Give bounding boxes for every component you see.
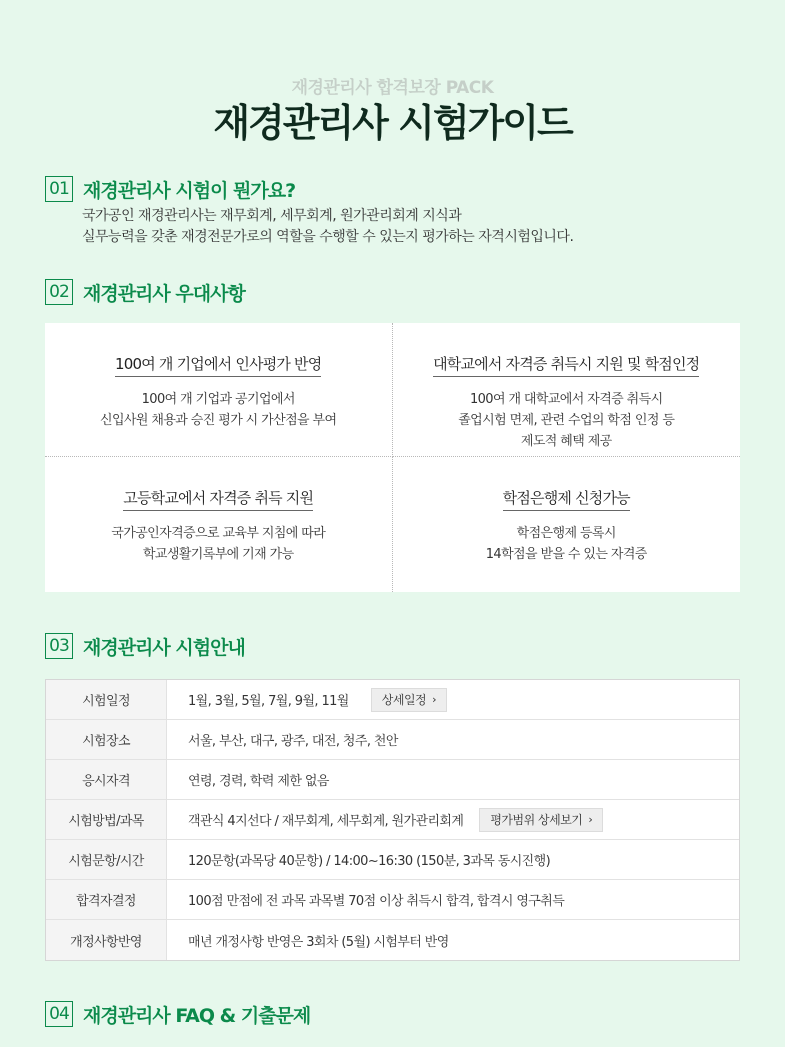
row-value: 서울, 부산, 대구, 광주, 대전, 청주, 천안 (188, 734, 398, 749)
page-title: 재경관리사 시험가이드 (213, 101, 572, 145)
section-number: 04 (45, 1001, 73, 1027)
section-title: 재경관리사 시험이 뭔가요? (83, 179, 296, 202)
row-label: 시험문항/시간 (46, 840, 167, 879)
benefit-description (393, 389, 741, 452)
table-row (46, 720, 739, 760)
section-02-header (45, 278, 245, 306)
benefit-line: 100여 개 대학교에서 자격증 취득시 (469, 392, 663, 407)
row-value-text: 1월, 3월, 5월, 7월, 9월, 11월 (188, 694, 349, 709)
benefit-description (45, 389, 392, 431)
benefit-line: 100여 개 기업과 공기업에서 (141, 392, 295, 407)
benefit-title: 대학교에서 자격증 취득시 지원 및 학점인정 (433, 353, 699, 377)
section-number: 03 (45, 633, 73, 659)
row-value: 120문항(과목당 40문항) / 14:00~16:30 (150분, 3과목 동시진행) (188, 854, 551, 869)
benefit-card (45, 457, 393, 592)
row-value-text: 객관식 4지선다 / 재무회계, 세무회계, 원가관리회계 (188, 814, 464, 829)
benefit-card (393, 323, 741, 457)
section-01-description (82, 206, 573, 248)
section-title: 재경관리사 시험안내 (83, 636, 245, 659)
section-title: 재경관리사 FAQ & 기출문제 (83, 1004, 311, 1027)
benefit-line: 14학점을 받을 수 있는 자격증 (485, 547, 647, 562)
description-line: 실무능력을 갖춘 재경전문가로의 역할을 수행할 수 있는지 평가하는 자격시험입니다. (82, 229, 574, 245)
section-03-header (45, 632, 245, 660)
description-line: 국가공인 재경관리사는 재무회계, 세무회계, 원가관리회계 지식과 (82, 208, 462, 224)
section-number: 02 (45, 279, 73, 305)
row-value (167, 800, 739, 839)
row-label: 응시자격 (46, 760, 167, 799)
row-label: 시험일정 (46, 680, 167, 719)
schedule-detail-button[interactable] (371, 688, 447, 712)
page-subtitle: 재경관리사 합격보장 PACK (291, 78, 494, 98)
button-label: 평가범위 상세보기 (490, 813, 583, 827)
row-value: 매년 개정사항 반영은 3회차 (5월) 시험부터 반영 (188, 934, 449, 950)
benefit-title: 학점은행제 신청가능 (503, 487, 630, 511)
row-label: 합격자결정 (46, 880, 167, 919)
row-value: 100점 만점에 전 과목 과목별 70점 이상 취득시 합격, 합격시 영구취득 (188, 894, 565, 909)
row-value: 연령, 경력, 학력 제한 없음 (188, 774, 329, 789)
benefit-line: 국가공인자격증으로 교육부 지침에 따라 (111, 526, 326, 541)
table-row (46, 880, 739, 920)
button-label: 상세일정 (381, 693, 427, 707)
benefit-line: 신입사원 채용과 승진 평가 시 가산점을 부여 (100, 413, 337, 428)
benefit-description (393, 523, 741, 565)
chevron-right-icon: › (588, 813, 593, 826)
section-04-header (45, 1000, 310, 1028)
benefit-description (45, 523, 392, 565)
row-label: 시험장소 (46, 720, 167, 759)
row-label: 개정사항반영 (46, 920, 167, 960)
chevron-right-icon: › (432, 693, 437, 706)
benefits-grid (45, 323, 740, 592)
row-label: 시험방법/과목 (46, 800, 167, 839)
table-row (46, 760, 739, 800)
benefit-line: 학교생활기록부에 기재 가능 (142, 547, 294, 562)
table-row (46, 680, 739, 720)
benefit-title: 100여 개 기업에서 인사평가 반영 (115, 353, 321, 377)
table-row (46, 800, 739, 840)
row-value (167, 680, 739, 719)
exam-info-table (45, 679, 740, 961)
benefit-line: 제도적 혜택 제공 (520, 434, 612, 449)
table-row (46, 920, 739, 960)
section-title: 재경관리사 우대사항 (83, 282, 245, 305)
benefit-title: 고등학교에서 자격증 취득 지원 (123, 487, 313, 511)
benefit-line: 학점은행제 등록시 (516, 526, 616, 541)
benefit-line: 졸업시험 면제, 관련 수업의 학점 인정 등 (458, 413, 675, 428)
table-row (46, 840, 739, 880)
benefit-card (393, 457, 741, 592)
benefit-card (45, 323, 393, 457)
section-01-header (45, 175, 295, 203)
scope-detail-button[interactable] (479, 808, 603, 832)
section-number: 01 (45, 176, 73, 202)
